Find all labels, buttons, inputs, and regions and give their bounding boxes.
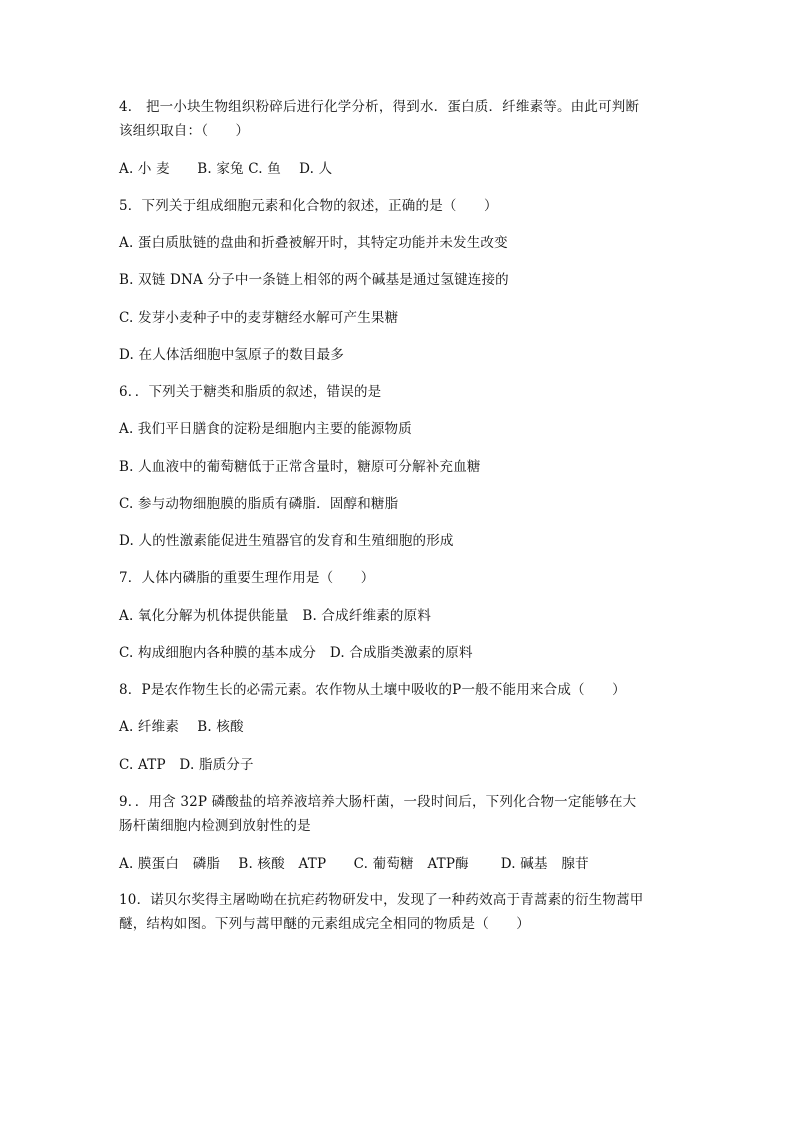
question-5-stem: 5．下列关于组成细胞元素和化合物的叙述，正确的是（ ）: [119, 198, 498, 214]
question-10-stem-line-2: 醚，结构如图。下列与蒿甲醚的元素组成完全相同的物质是（ ）: [119, 916, 530, 932]
question-4-stem-line-1: 4． 把一小块生物组织粉碎后进行化学分析，得到水．蛋白质．纤维素等。由此可判断: [119, 99, 640, 115]
question-6-option-d: D. 人的性激素能促进生殖器官的发育和生殖细胞的形成: [119, 533, 454, 549]
question-8-options-line-2: C. ATP D. 脂质分子: [119, 757, 254, 773]
question-6-option-c: C. 参与动物细胞膜的脂质有磷脂．固醇和糖脂: [119, 496, 399, 512]
question-7-stem: 7．人体内磷脂的重要生理作用是（ ）: [119, 570, 375, 586]
question-6-option-a: A. 我们平日膳食的淀粉是细胞内主要的能源物质: [119, 421, 412, 437]
question-9-options: A. 膜蛋白 磷脂 B. 核酸 ATP C. 葡萄糖 ATP酶 D. 碱基 腺苷: [119, 856, 589, 872]
question-8-stem: 8．P是农作物生长的必需元素。农作物从土壤中吸收的P一般不能用来合成（ ）: [119, 682, 626, 698]
question-7-options-line-2: C. 构成细胞内各种膜的基本成分 D. 合成脂类激素的原料: [119, 645, 473, 661]
question-9-stem-line-2: 肠杆菌细胞内检测到放射性的是: [119, 818, 311, 834]
question-8-options-line-1: A. 纤维素 B. 核酸: [119, 719, 244, 735]
question-10-stem-line-1: 10．诺贝尔奖得主屠呦呦在抗疟药物研发中，发现了一种药效高于青蒿素的衍生物蒿甲: [119, 892, 644, 908]
question-6-option-b: B. 人血液中的葡萄糖低于正常含量时，糖原可分解补充血糖: [119, 459, 481, 475]
question-4-options: A. 小 麦 B. 家兔 C. 鱼 D. 人: [119, 161, 333, 177]
question-6-stem: 6．．下列关于糖类和脂质的叙述，错误的是: [119, 384, 382, 400]
question-7-options-line-1: A. 氧化分解为机体提供能量 B. 合成纤维素的原料: [119, 608, 432, 624]
question-5-option-b: B. 双链 DNA 分子中一条链上相邻的两个碱基是通过氢键连接的: [119, 272, 509, 288]
question-5-option-d: D. 在人体活细胞中氢原子的数目最多: [119, 347, 345, 363]
question-5-option-c: C. 发芽小麦种子中的麦芽糖经水解可产生果糖: [119, 310, 399, 326]
question-9-stem-line-1: 9．．用含 32P 磷酸盐的培养液培养大肠杆菌，一段时间后，下列化合物一定能够在大: [119, 794, 637, 810]
question-4-stem-line-2: 该组织取自：（ ）: [119, 123, 250, 139]
question-5-option-a: A. 蛋白质肽链的盘曲和折叠被解开时，其特定功能并未发生改变: [119, 235, 508, 251]
